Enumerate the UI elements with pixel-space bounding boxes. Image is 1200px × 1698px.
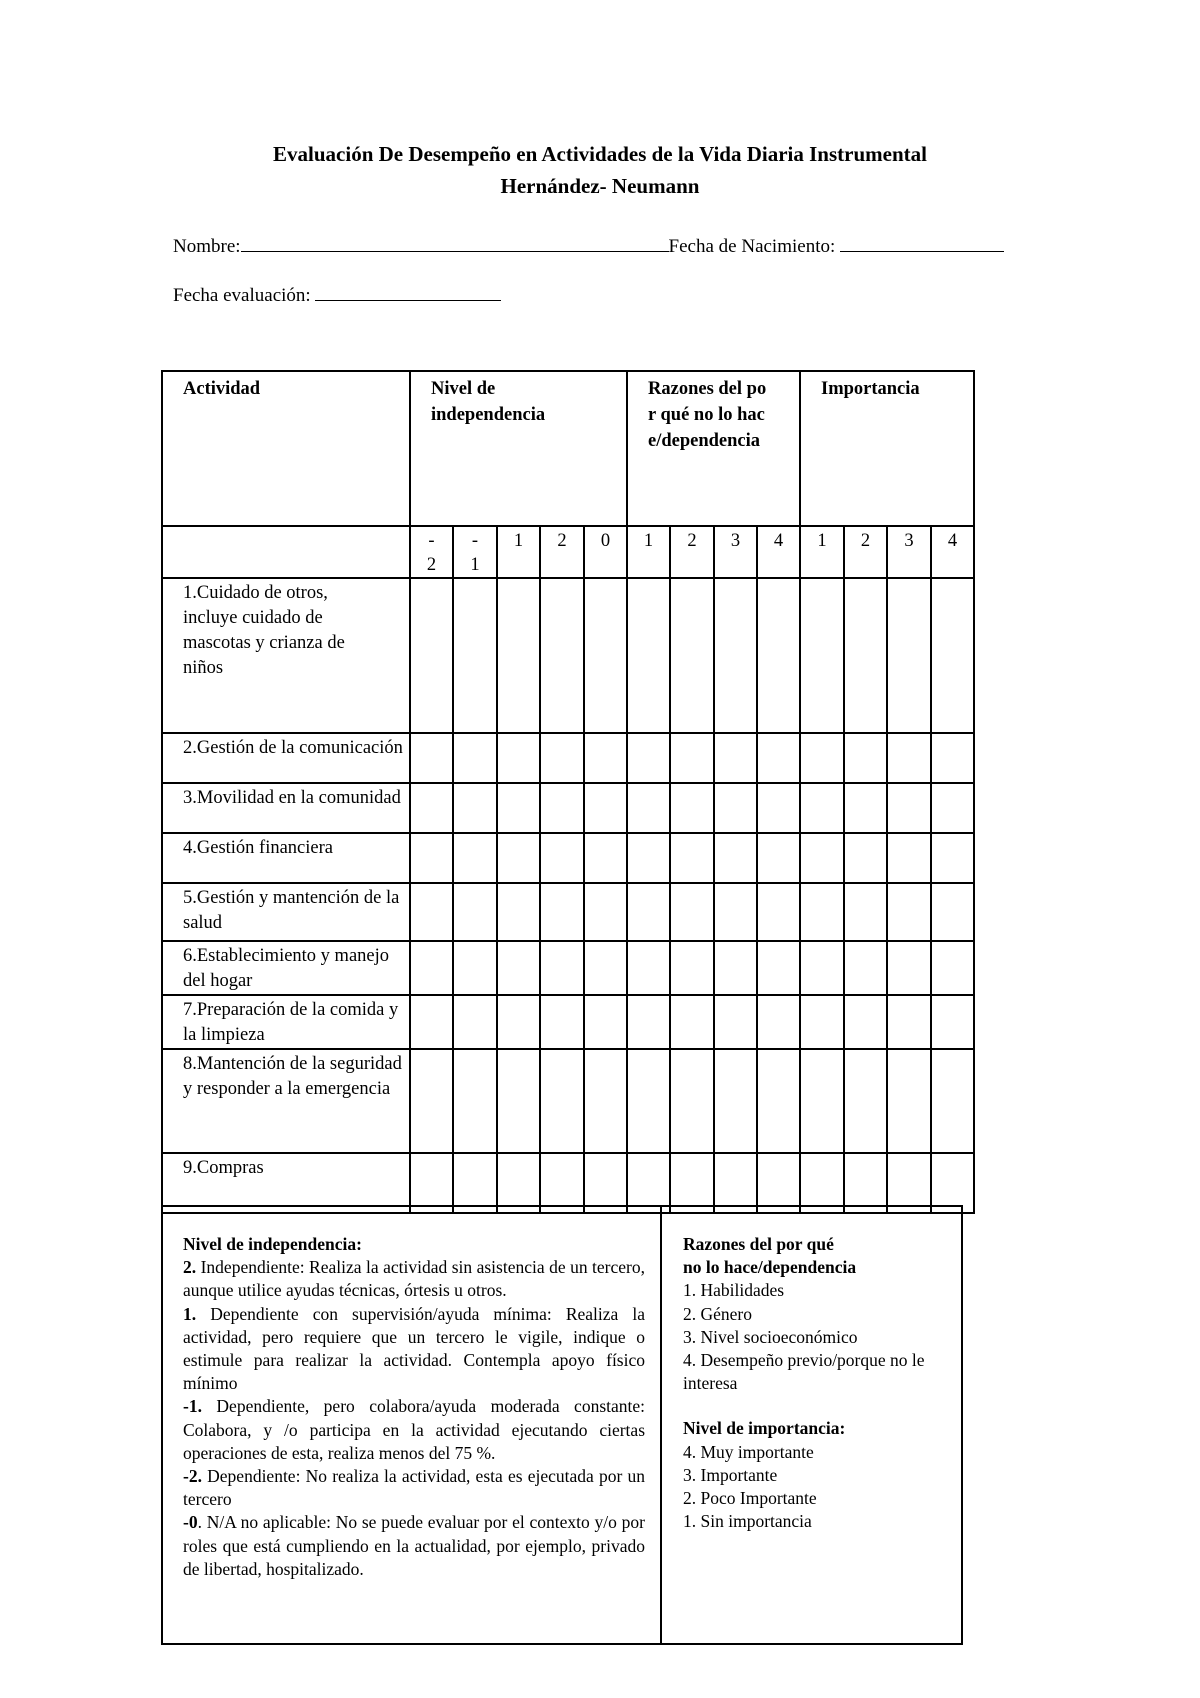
activity-label: [162, 995, 410, 1049]
rating-cell[interactable]: [453, 995, 497, 1049]
rating-cell[interactable]: [714, 995, 757, 1049]
activity-row: [162, 1049, 974, 1153]
legend-importancia-item: 3. Importante: [683, 1464, 778, 1485]
rating-cell[interactable]: [584, 883, 627, 941]
scale-razones-4: [757, 526, 800, 578]
rating-cell[interactable]: [410, 1153, 453, 1213]
scale-importancia-3: [887, 526, 931, 578]
scale-value: 3: [730, 531, 741, 551]
rating-cell[interactable]: [887, 733, 931, 783]
rating-cell[interactable]: [540, 1049, 584, 1153]
rating-cell[interactable]: [540, 578, 584, 733]
rating-cell[interactable]: [584, 578, 627, 733]
legend-text: Independiente: Realiza la actividad sin asistencia de un tercero, aunque utilice ayudas técnicas, órtesis u otros.: [183, 1257, 645, 1301]
legend-code: 1.: [183, 1303, 197, 1324]
scale-value: 1: [643, 531, 654, 551]
rating-cell[interactable]: [714, 941, 757, 995]
activity-text: 5.Gestión y mantención de la salud: [183, 888, 400, 933]
fecha-evaluacion-row: [173, 285, 501, 307]
rating-cell[interactable]: [540, 733, 584, 783]
rating-cell[interactable]: [453, 578, 497, 733]
header-nivel-text: Nivel de independencia: [431, 379, 546, 425]
rating-cell[interactable]: [931, 941, 974, 995]
rating-cell[interactable]: [757, 1049, 800, 1153]
rating-cell[interactable]: [714, 1049, 757, 1153]
rating-cell[interactable]: [844, 578, 887, 733]
rating-cell[interactable]: [757, 733, 800, 783]
rating-cell[interactable]: [757, 578, 800, 733]
rating-cell[interactable]: [410, 833, 453, 883]
rating-cell[interactable]: [844, 833, 887, 883]
scale-nivel-2: [453, 526, 497, 578]
rating-cell[interactable]: [931, 783, 974, 833]
scale-importancia-1: [800, 526, 844, 578]
header-actividad: Actividad: [162, 371, 410, 526]
rating-cell[interactable]: [584, 783, 627, 833]
nombre-row: [173, 236, 1004, 258]
rating-cell[interactable]: [497, 1153, 540, 1213]
rating-cell[interactable]: [887, 995, 931, 1049]
scale-nivel-4: [540, 526, 584, 578]
rating-cell[interactable]: [410, 783, 453, 833]
activity-label: [162, 941, 410, 995]
legend-razones-item: 4. Desempeño previo/porque no le interesa: [683, 1350, 925, 1394]
scale-value: 1: [513, 531, 524, 551]
rating-cell[interactable]: [627, 995, 670, 1049]
legend-nivel-item: [183, 1395, 645, 1465]
evaluation-table: [161, 370, 975, 1214]
nombre-label: Nombre:: [173, 236, 241, 257]
activity-label: [162, 1153, 410, 1213]
activity-label: [162, 833, 410, 883]
activity-row: [162, 1153, 974, 1213]
rating-cell[interactable]: [931, 833, 974, 883]
rating-cell[interactable]: [887, 578, 931, 733]
activity-label: [162, 783, 410, 833]
activity-text: 9.Compras: [183, 1158, 264, 1178]
scale-nivel-5: [584, 526, 627, 578]
legend-nivel-item: [183, 1303, 645, 1396]
activity-row: [162, 833, 974, 883]
rating-cell[interactable]: [627, 833, 670, 883]
rating-cell[interactable]: [453, 783, 497, 833]
legend-razones-item: 1. Habilidades: [683, 1280, 785, 1301]
header-razones-text: Razones del por qué no lo hace/dependencia: [648, 379, 767, 451]
legend-nivel-title: Nivel de independencia:: [183, 1234, 362, 1254]
scale-row-blank: [162, 526, 410, 578]
legend-code: -1.: [183, 1396, 202, 1417]
legend-text: . N/A no aplicable: No se puede evaluar por el contexto y/o por roles que está cumpliendo en la actualidad, por ejemplo, privado de libertad, hospitalizado.: [183, 1512, 645, 1579]
scale-value: 1: [817, 531, 827, 551]
scale-nivel-1: [410, 526, 453, 578]
rating-cell[interactable]: [453, 833, 497, 883]
scale-importancia-4: [931, 526, 974, 578]
rating-cell[interactable]: [540, 833, 584, 883]
legend-code: -0: [183, 1512, 198, 1533]
scale-nivel-3: [497, 526, 540, 578]
rating-cell[interactable]: [410, 578, 453, 733]
rating-cell[interactable]: [627, 941, 670, 995]
fecha-evaluacion-field[interactable]: [315, 299, 501, 301]
fecha-nacimiento-field[interactable]: [840, 250, 1004, 252]
activity-text: 1.Cuidado de otros, incluye cuidado de mascotas y crianza de niños: [183, 583, 345, 678]
rating-cell[interactable]: [410, 995, 453, 1049]
nombre-field[interactable]: [241, 250, 669, 252]
rating-cell[interactable]: [800, 783, 844, 833]
activity-label: [162, 578, 410, 733]
fecha-evaluacion-label: Fecha evaluación:: [173, 285, 311, 306]
activity-text: 4.Gestión financiera: [183, 838, 333, 858]
rating-cell[interactable]: [757, 995, 800, 1049]
rating-cell[interactable]: [670, 883, 714, 941]
rating-cell[interactable]: [800, 578, 844, 733]
rating-cell[interactable]: [844, 883, 887, 941]
rating-cell[interactable]: [453, 733, 497, 783]
rating-cell[interactable]: [800, 941, 844, 995]
rating-cell[interactable]: [844, 1049, 887, 1153]
activity-row: [162, 995, 974, 1049]
activity-label: [162, 883, 410, 941]
rating-cell[interactable]: [670, 578, 714, 733]
rating-cell[interactable]: [714, 883, 757, 941]
legend-code: -2.: [183, 1466, 202, 1487]
rating-cell[interactable]: [714, 733, 757, 783]
rating-cell[interactable]: [757, 833, 800, 883]
rating-cell[interactable]: [584, 941, 627, 995]
rating-cell[interactable]: [887, 783, 931, 833]
scale-value: 3: [904, 531, 914, 551]
rating-cell[interactable]: [584, 1153, 627, 1213]
legend-razones-item: 3. Nivel socioeconómico: [683, 1326, 858, 1347]
rating-cell[interactable]: [670, 995, 714, 1049]
rating-cell[interactable]: [670, 783, 714, 833]
rating-cell[interactable]: [887, 1049, 931, 1153]
legend-nivel-item: [183, 1256, 645, 1302]
rating-cell[interactable]: [670, 1153, 714, 1213]
scale-razones-2: [670, 526, 714, 578]
rating-cell[interactable]: [540, 1153, 584, 1213]
legend-nivel: [183, 1233, 645, 1581]
rating-cell[interactable]: [627, 883, 670, 941]
legend-importancia-item: 1. Sin importancia: [683, 1511, 812, 1532]
legend-razones-title-2: no lo hace/dependencia: [683, 1257, 857, 1278]
legend-nivel-item: [183, 1465, 645, 1511]
rating-cell[interactable]: [800, 1049, 844, 1153]
rating-cell[interactable]: [800, 733, 844, 783]
scale-value: 2: [687, 531, 697, 551]
legend-text: Dependiente: No realiza la actividad, esta es ejecutada por un tercero: [183, 1466, 645, 1510]
activity-text: 7.Preparación de la comida y la limpieza: [183, 1000, 399, 1045]
scale-value: 2: [557, 531, 567, 551]
rating-cell[interactable]: [497, 578, 540, 733]
rating-cell[interactable]: [887, 941, 931, 995]
rating-cell[interactable]: [497, 883, 540, 941]
rating-cell[interactable]: [844, 941, 887, 995]
legend-importancia-item: 2. Poco Importante: [683, 1488, 817, 1509]
rating-cell[interactable]: [931, 1049, 974, 1153]
rating-cell[interactable]: [497, 783, 540, 833]
activity-row: [162, 578, 974, 733]
rating-cell[interactable]: [497, 833, 540, 883]
rating-cell[interactable]: [627, 1153, 670, 1213]
scale-value: 2: [860, 531, 871, 551]
legend-box: [161, 1205, 963, 1645]
rating-cell[interactable]: [844, 1153, 887, 1213]
rating-cell[interactable]: [931, 883, 974, 941]
rating-cell[interactable]: [800, 995, 844, 1049]
document-title: Evaluación De Desempeño en Actividades de la Vida Diaria Instrumental: [273, 142, 927, 166]
rating-cell[interactable]: [887, 1153, 931, 1213]
rating-cell[interactable]: [584, 733, 627, 783]
rating-cell[interactable]: [670, 833, 714, 883]
rating-cell[interactable]: [453, 1153, 497, 1213]
document-subtitle: Hernández- Neumann: [500, 174, 700, 198]
activity-label: [162, 1049, 410, 1153]
rating-cell[interactable]: [627, 783, 670, 833]
header-importancia: Importancia: [800, 371, 974, 526]
rating-cell[interactable]: [540, 783, 584, 833]
rating-cell[interactable]: [757, 783, 800, 833]
legend-code: 2.: [183, 1257, 197, 1278]
rating-cell[interactable]: [800, 883, 844, 941]
activity-row: [162, 783, 974, 833]
rating-cell[interactable]: [931, 995, 974, 1049]
rating-cell[interactable]: [757, 1153, 800, 1213]
fecha-nacimiento-label: Fecha de Nacimiento:: [668, 236, 836, 257]
rating-cell[interactable]: [627, 733, 670, 783]
legend-razones-item: 2. Género: [683, 1303, 753, 1324]
scale-importancia-2: [844, 526, 887, 578]
rating-cell[interactable]: [931, 733, 974, 783]
activity-text: 3.Movilidad en la comunidad: [183, 788, 401, 808]
activity-row: [162, 733, 974, 783]
rating-cell[interactable]: [540, 995, 584, 1049]
activity-label: [162, 733, 410, 783]
rating-cell[interactable]: [410, 883, 453, 941]
scale-razones-1: [627, 526, 670, 578]
activity-text: 8.Mantención de la seguridad y responder a la emergencia: [183, 1054, 402, 1099]
rating-cell[interactable]: [540, 883, 584, 941]
rating-cell[interactable]: [757, 883, 800, 941]
rating-cell[interactable]: [453, 941, 497, 995]
rating-cell[interactable]: [453, 1049, 497, 1153]
rating-cell[interactable]: [887, 833, 931, 883]
header-row: [162, 371, 974, 526]
rating-cell[interactable]: [670, 1049, 714, 1153]
scale-value: 4: [773, 531, 784, 551]
rating-cell[interactable]: [887, 883, 931, 941]
activity-row: [162, 883, 974, 941]
rating-cell[interactable]: [757, 941, 800, 995]
rating-cell[interactable]: [410, 1049, 453, 1153]
rating-cell[interactable]: [453, 883, 497, 941]
rating-cell[interactable]: [410, 733, 453, 783]
rating-cell[interactable]: [584, 833, 627, 883]
legend-text: Dependiente con supervisión/ayuda mínima: Realiza la actividad, pero requiere que un tercero le vigile, indique o estimule para realizar la actividad. Contempla apoyo físico mínimo: [183, 1303, 645, 1394]
legend-razones: [683, 1233, 953, 1533]
rating-cell[interactable]: [584, 995, 627, 1049]
rating-cell[interactable]: [497, 941, 540, 995]
rating-cell[interactable]: [714, 1153, 757, 1213]
rating-cell[interactable]: [844, 995, 887, 1049]
rating-cell[interactable]: [670, 733, 714, 783]
rating-cell[interactable]: [627, 1049, 670, 1153]
activity-row: [162, 941, 974, 995]
activity-text: 6.Establecimiento y manejo del hogar: [183, 946, 390, 991]
scale-value: -1: [470, 531, 480, 575]
scale-value: 4: [947, 531, 958, 551]
rating-cell[interactable]: [800, 833, 844, 883]
rating-cell[interactable]: [627, 578, 670, 733]
rating-cell[interactable]: [497, 1049, 540, 1153]
scale-value: -2: [426, 531, 437, 575]
legend-text: Dependiente, pero colabora/ayuda moderada constante: Colabora, y /o participa en la actividad ejecutando ciertas operaciones de esta, realiza menos del 75 %.: [183, 1396, 645, 1463]
legend-importancia-title: Nivel de importancia:: [683, 1418, 846, 1439]
rating-cell[interactable]: [497, 995, 540, 1049]
legend-divider: [660, 1207, 662, 1643]
rating-cell[interactable]: [584, 1049, 627, 1153]
rating-cell[interactable]: [844, 733, 887, 783]
scale-row: [162, 526, 974, 578]
rating-cell[interactable]: [540, 941, 584, 995]
scale-razones-3: [714, 526, 757, 578]
legend-razones-title-1: Razones del por qué: [683, 1234, 834, 1254]
rating-cell[interactable]: [714, 783, 757, 833]
rating-cell[interactable]: [714, 578, 757, 733]
rating-cell[interactable]: [931, 1153, 974, 1213]
legend-importancia-item: 4. Muy importante: [683, 1441, 814, 1462]
header-razones: [627, 371, 800, 526]
legend-nivel-item: [183, 1511, 645, 1581]
rating-cell[interactable]: [410, 941, 453, 995]
rating-cell[interactable]: [931, 578, 974, 733]
header-nivel: [410, 371, 627, 526]
rating-cell[interactable]: [800, 1153, 844, 1213]
rating-cell[interactable]: [497, 733, 540, 783]
scale-value: 0: [600, 531, 611, 551]
rating-cell[interactable]: [844, 783, 887, 833]
rating-cell[interactable]: [670, 941, 714, 995]
activity-text: 2.Gestión de la comunicación: [183, 738, 403, 758]
rating-cell[interactable]: [714, 833, 757, 883]
